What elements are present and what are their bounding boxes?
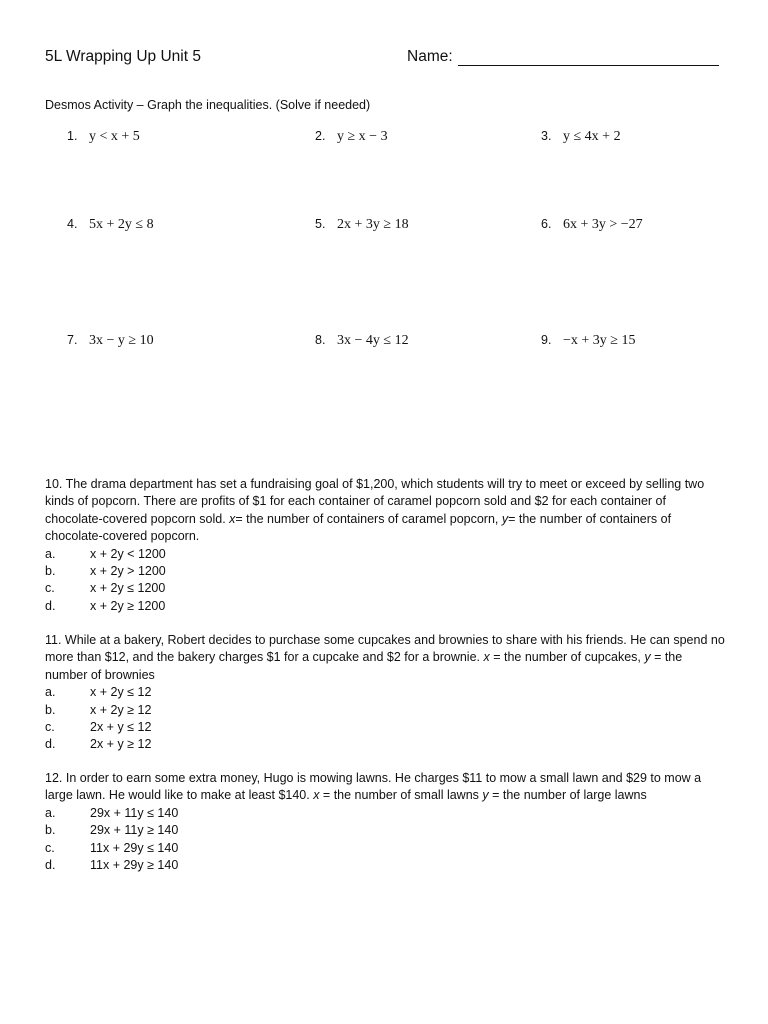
item-number: 5. (315, 217, 326, 231)
answer-option: b. x + 2y ≥ 12 (45, 702, 152, 717)
inequality-item (315, 331, 409, 349)
inequality-expression: 2x + 3y ≥ 18 (337, 217, 409, 232)
name-blank-line (458, 65, 719, 66)
item-number: 8. (315, 333, 326, 347)
answer-option: d. 11x + 29y ≥ 140 (45, 857, 179, 872)
inequality-expression: 3x − 4y ≤ 12 (337, 333, 409, 348)
inequality-expression: 5x + 2y ≤ 8 (89, 217, 154, 232)
question-12 (45, 770, 725, 874)
answer-option: a. x + 2y ≤ 12 (45, 685, 152, 700)
inequality-item (541, 331, 635, 349)
inequality-item (67, 331, 154, 349)
inequality-expression: y < x + 5 (89, 129, 140, 144)
inequality-expression: 6x + 3y > −27 (563, 217, 643, 232)
answer-option: b. 29x + 11y ≥ 140 (45, 823, 179, 838)
page-title: 5L Wrapping Up Unit 5 (45, 48, 201, 65)
question-11 (45, 632, 725, 754)
answer-option: d. 2x + y ≥ 12 (45, 737, 152, 752)
inequality-item (67, 127, 140, 145)
question-10 (45, 476, 725, 615)
question-text: 12. In order to earn some extra money, Hugo is mowing lawns. He charges $11 to mow a small lawn and $29 to mow a large lawn. He would like to make at least $140. x = the number of small lawns y = the number of large lawns (45, 771, 702, 803)
question-text: 10. The drama department has set a fundraising goal of $1,200, which students will try to meet or exceed by selling two kinds of popcorn. There are profits of $1 for each container of caramel popcorn sold and $2 for each container of chocolate-covered popcorn sold. x= the number of containers of caramel popcorn, y= the number of containers of chocolate-covered popcorn. (45, 477, 705, 544)
answer-option: a. x + 2y < 1200 (45, 546, 166, 561)
answer-option: d. x + 2y ≥ 1200 (45, 598, 166, 613)
instructions: Desmos Activity – Graph the inequalities. (Solve if needed) (45, 98, 371, 112)
answer-option: b. x + 2y > 1200 (45, 564, 166, 579)
item-number: 1. (67, 129, 78, 143)
answer-option: c. 2x + y ≤ 12 (45, 720, 152, 734)
item-number: 2. (315, 129, 326, 143)
inequality-item (315, 215, 409, 233)
item-number: 4. (67, 217, 78, 231)
item-number: 9. (541, 333, 552, 347)
name-label: Name: (407, 48, 453, 65)
inequality-item (67, 215, 154, 233)
inequality-item (541, 215, 643, 233)
inequality-item (541, 127, 621, 145)
inequality-expression: y ≥ x − 3 (337, 129, 388, 144)
inequality-expression: 3x − y ≥ 10 (89, 333, 154, 348)
question-text: 11. While at a bakery, Robert decides to purchase some cupcakes and brownies to share with his friends. He can spend no more than $12, and the bakery charges $1 for a cupcake and $2 for a brownie. x = the number of cupcakes, y = the number of brownies (45, 633, 725, 682)
answer-option: c. 11x + 29y ≤ 140 (45, 840, 179, 855)
answer-option: a. 29x + 11y ≤ 140 (45, 805, 179, 820)
item-number: 6. (541, 217, 552, 231)
answer-option: c. x + 2y ≤ 1200 (45, 581, 166, 596)
inequality-item (315, 127, 388, 145)
inequality-expression: y ≤ 4x + 2 (563, 129, 621, 144)
item-number: 7. (67, 333, 78, 347)
inequality-expression: −x + 3y ≥ 15 (563, 333, 636, 348)
item-number: 3. (541, 129, 552, 143)
